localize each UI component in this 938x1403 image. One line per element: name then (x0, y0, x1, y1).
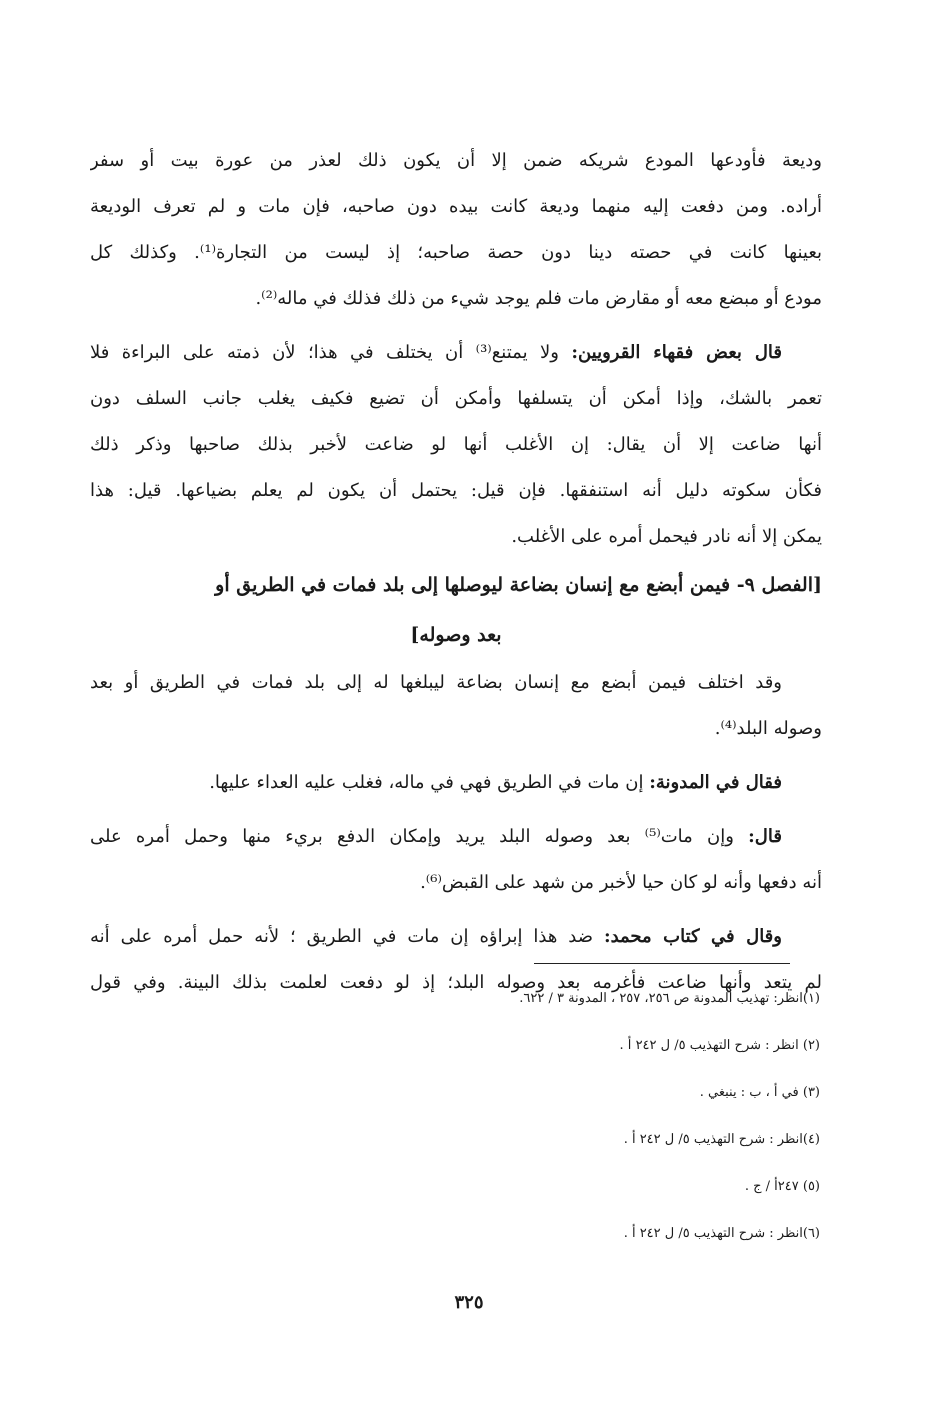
text-line (90, 760, 822, 806)
main-text (90, 138, 822, 1006)
paragraph-4 (90, 760, 822, 806)
heading-line: بعد وصوله] (410, 624, 502, 646)
heading-line: [الفصل ٩- فيمن أبضع مع إنسان بضاعة ليوصلها إلى بلد فمات في الطريق أو (215, 574, 822, 596)
paragraph-text: وإن مات⁽⁵⁾ بعد وصوله البلد يريد وإمكان الدفع بريء منها وحمل أمره على (90, 826, 734, 847)
footnote: (٣) في أ ، ب : ينبغي . (699, 1085, 820, 1100)
paragraph-lead: قال: (748, 826, 782, 847)
text-line: مودع أو مبضع معه أو مقارض مات فلم يوجد شيء من ذلك فذلك في ماله⁽²⁾. (255, 288, 822, 309)
footnote: (٢) انظر : شرح التهذيب ٥/ ل ٢٤٢ أ . (619, 1038, 820, 1053)
footnotes (90, 975, 822, 1257)
paragraph-text: ضد هذا إبراؤه إن مات في الطريق ؛ لأنه حمل أمره على أنه (90, 926, 594, 947)
text-line: وصوله البلد⁽⁴⁾. (714, 718, 822, 739)
chapter-heading (90, 560, 822, 660)
text-line: وقد اختلف فيمن أبضع مع إنسان بضاعة ليبلغها له إلى بلد فمات في الطريق أو بعد (90, 672, 782, 693)
footnote-separator (534, 963, 790, 964)
footnote: (٤)انظر : شرح التهذيب ٥/ ل ٢٤٢ أ . (623, 1132, 820, 1147)
paragraph-1 (90, 138, 822, 322)
paragraph-lead: وقال في كتاب محمد: (603, 926, 782, 947)
footnote: (١)انظر: تهذيب المدونة ص ٢٥٦، ٢٥٧ ، المدونة ٣ / ٦٢٢. (519, 991, 820, 1006)
paragraph-lead: قال بعض فقهاء القرويين: (571, 342, 782, 363)
text-line: تعمر بالشك، وإذا أمكن أن يتسلفها وأمكن أن تضيع فكيف يغلب جانب السلف دون (90, 388, 822, 409)
paragraph-lead: فقال في المدونة: (649, 772, 782, 793)
text-line: لم يتعد وأنها ضاعت فأغرمه بعد وصوله البلد؛ إذ لو دفعت لعلمت بذلك البينة. وفي قول (90, 972, 822, 993)
paragraph-text: إن مات في الطريق فهي في ماله، فغلب عليه العداء عليها. (209, 772, 644, 793)
paragraph-text: ولا يمتنع⁽³⁾ أن يختلف في هذا؛ لأن ذمته على البراءة فلا (90, 342, 559, 363)
paragraph-3 (90, 660, 822, 752)
text-line: أنها ضاعت إلا أن يقال: إن الأغلب أنها لو ضاعت لأخبر بذلك صاحبها وذكر ذلك (90, 434, 822, 455)
text-line: أراده. ومن دفعت إليه منهما وديعة كانت بيده دون صاحبه، فإن مات و لم تعرف الوديعة (90, 196, 822, 217)
footnote: (٦)انظر : شرح التهذيب ٥/ ل ٢٤٢ أ . (623, 1226, 820, 1241)
footnote: (٥) ٢٤٧أ / ج . (744, 1179, 820, 1194)
text-line (90, 330, 822, 376)
text-line: فكأن سكوته دليل أنه استنفقها. فإن قيل: يحتمل أن يكون لم يعلم بضياعها. قيل: هذا (90, 480, 822, 501)
text-line: يمكن إلا أنه نادر فيحمل أمره على الأغلب. (511, 526, 822, 547)
text-line: أنه دفعها وأنه لو كان حيا لأخبر من شهد على القبض⁽⁶⁾. (420, 872, 822, 893)
text-line (90, 914, 822, 960)
text-line: وديعة فأودعها المودع شريكه ضمن إلا أن يكون ذلك لعذر من عورة بيت أو سفر (90, 150, 822, 171)
paragraph-2 (90, 330, 822, 560)
paragraph-5 (90, 814, 822, 906)
text-line: بعينها كانت في حصته دينا دون حصة صاحبه؛ إذ ليست من التجارة⁽¹⁾. وكذلك كل (90, 242, 822, 263)
text-line (90, 814, 822, 860)
page-number: ٣٢٥ (454, 1292, 484, 1313)
